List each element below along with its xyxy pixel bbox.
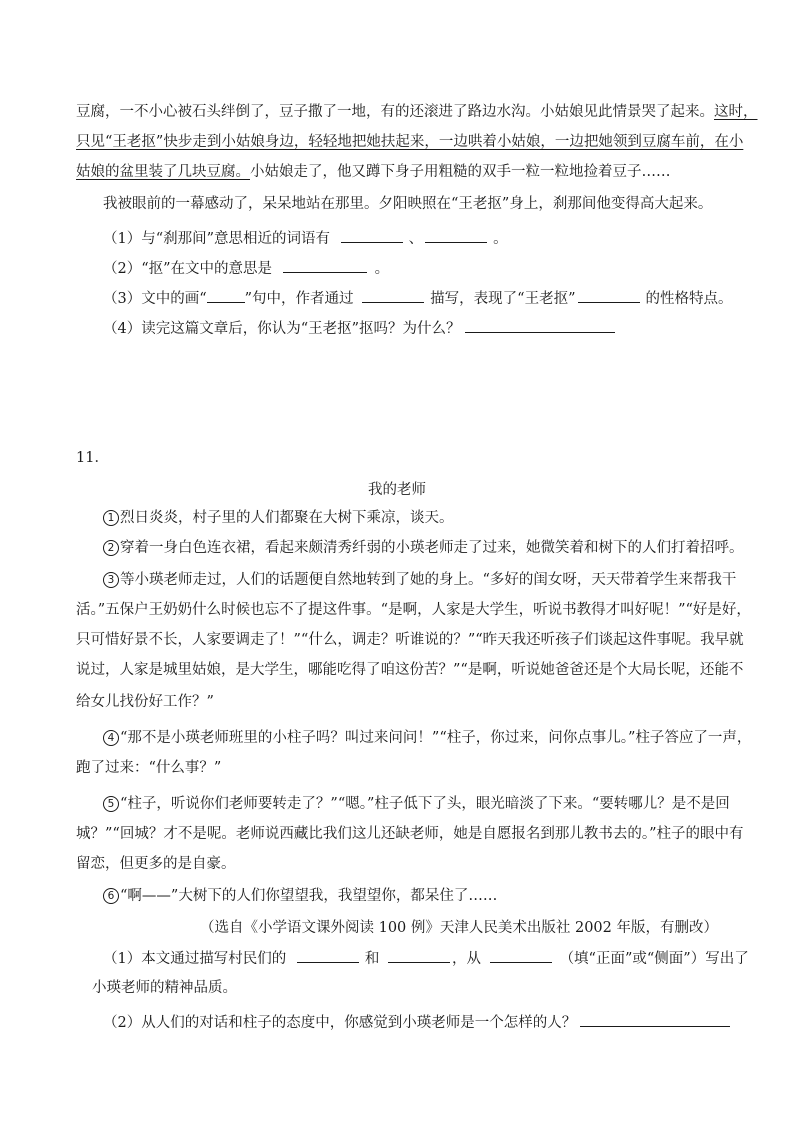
answer-blank[interactable] — [297, 948, 359, 963]
paragraph-text: 烈日炎炎，村子里的人们都聚在大树下乘凉，谈天。 — [120, 510, 454, 526]
paragraph-5 — [103, 794, 730, 814]
question-text: （3）文中的画“ — [103, 291, 207, 307]
paragraph-number: 1 — [103, 510, 119, 526]
answer-blank[interactable] — [362, 288, 424, 303]
answer-blank[interactable] — [388, 948, 450, 963]
question-text: 。 — [374, 261, 390, 277]
question-2 — [103, 258, 721, 279]
paragraph-line: 说过，人家是城里姑娘，是大学生，哪能吃得了咱这份苦？”“是啊，听说她爸爸还是个大局长呢，还能不 — [76, 662, 744, 678]
question-text: （2）“抠”在文中的意思是 — [103, 261, 273, 277]
paragraph-line: 活。”五保户王奶奶什么时候也忘不了提这件事。“是啊，人家是大学生，听说书教得才叫好呢！”“好是好， — [76, 602, 751, 618]
question-text: 、 — [408, 231, 424, 247]
passage-line — [76, 162, 721, 182]
paragraph-text: “那不是小瑛老师班里的小柱子吗？叫过来问问！”“柱子，你过来，问你点事儿。”柱子答应了一声， — [120, 730, 752, 746]
paragraph-line: 给女儿找份好工作？” — [76, 694, 214, 710]
question-text: （2）从人们的对话和柱子的态度中，你感觉到小瑛老师是一个怎样的人？ — [103, 1015, 577, 1031]
answer-blank[interactable] — [207, 288, 245, 303]
paragraph-number: 2 — [103, 540, 119, 556]
paragraph-number: 6 — [103, 888, 119, 904]
paragraph-line: 只可惜好景不长，人家要调走了！”“什么，调走？听谁说的？”“昨天我还听孩子们谈起这件事呢。我早就 — [76, 632, 744, 648]
question-text: （1）本文通过描写村民们的 — [103, 951, 287, 967]
paragraph-text: “啊——”大树下的人们你望望我，我望望你，都呆住了…… — [120, 888, 498, 904]
paragraph-text: “柱子，听说你们老师要转走了？”“嗯。”柱子低下了头，眼光暗淡了下来。“要转哪儿？是不是回 — [120, 796, 730, 812]
passage-text: 豆腐，一不小心被石头绊倒了，豆子撒了一地，有的还滚进了路边水沟。小姑娘见此情景哭了起来。 — [76, 104, 714, 120]
question-text: （4）读完这篇文章后，你认为“王老抠”抠吗？为什么？ — [103, 321, 461, 337]
question-text: 的性格特点。 — [645, 291, 733, 307]
answer-blank[interactable] — [425, 228, 487, 243]
answer-blank[interactable] — [490, 948, 552, 963]
paragraph-2 — [103, 538, 744, 558]
question-line: 小瑛老师的精神品质。 — [92, 980, 237, 996]
passage-text: 小姑娘走了，他又蹲下身子用粗糙的双手一粒一粒地捡着豆子…… — [250, 164, 671, 180]
question-text: 。 — [493, 231, 508, 247]
paragraph-1 — [103, 508, 721, 528]
question-4 — [103, 318, 721, 339]
question-text: ”句中，作者通过 — [244, 291, 354, 307]
paragraph-line: 留恋，但更多的是自豪。 — [76, 856, 236, 872]
passage-title: 我的老师 — [368, 482, 426, 498]
underlined-sentence: 姑娘的盆里装了几块豆腐。 — [76, 164, 250, 180]
paragraph-number: 3 — [103, 572, 119, 588]
question-text: （1）与“刹那间”意思相近的词语有 — [103, 231, 331, 247]
underlined-sentence: 只见“王老抠”快步走到小姑娘身边，轻轻地把她扶起来，一边哄着小姑娘，一边把她领到豆腐车前，在小 — [76, 134, 744, 150]
answer-blank[interactable] — [283, 258, 367, 273]
paragraph-text: 穿着一身白色连衣裙，看起来颇清秀纤弱的小瑛老师走了过来，她微笑着和树下的人们打着招呼。 — [120, 540, 744, 556]
question-3 — [103, 288, 733, 309]
question-text: 描写，表现了“王老抠” — [430, 291, 576, 307]
paragraph-4 — [103, 728, 752, 748]
paragraph-line: 城？”“回城？才不是呢。老师说西藏比我们这儿还缺老师，她是自愿报名到那儿教书去的。”柱子的眼中有 — [76, 826, 744, 842]
answer-blank[interactable] — [578, 288, 640, 303]
source-citation: （选自《小学语文课外阅读 100 例》天津人民美术出版社 2002 年版，有删改） — [199, 920, 718, 936]
underlined-sentence: 这时， — [714, 104, 758, 120]
answer-blank[interactable] — [341, 228, 403, 243]
answer-blank[interactable] — [465, 318, 615, 333]
paragraph-6 — [103, 886, 721, 906]
question-11-1 — [103, 948, 749, 969]
paragraph-number: 5 — [103, 796, 119, 812]
question-11-2 — [103, 1012, 721, 1033]
question-1 — [103, 228, 721, 249]
paragraph-line: 跑了过来：“什么事？” — [76, 760, 222, 776]
answer-blank[interactable] — [580, 1012, 730, 1027]
paragraph-number: 4 — [103, 730, 119, 746]
question-number: 11． — [76, 450, 109, 466]
question-text: （填“正面”或“侧面”）写出了 — [559, 951, 749, 967]
passage-line — [76, 102, 758, 122]
question-text: ，从 — [451, 951, 481, 967]
paragraph-text: 等小瑛老师走过，人们的话题便自然地转到了她的身上。“多好的闺女呀，天天带着学生来帮我干 — [120, 572, 737, 588]
question-text: 和 — [364, 951, 380, 967]
paragraph-3 — [103, 570, 737, 590]
passage-line: 我被眼前的一幕感动了，呆呆地站在那里。夕阳映照在“王老抠”身上，刹那间他变得高大起来。 — [103, 196, 713, 212]
